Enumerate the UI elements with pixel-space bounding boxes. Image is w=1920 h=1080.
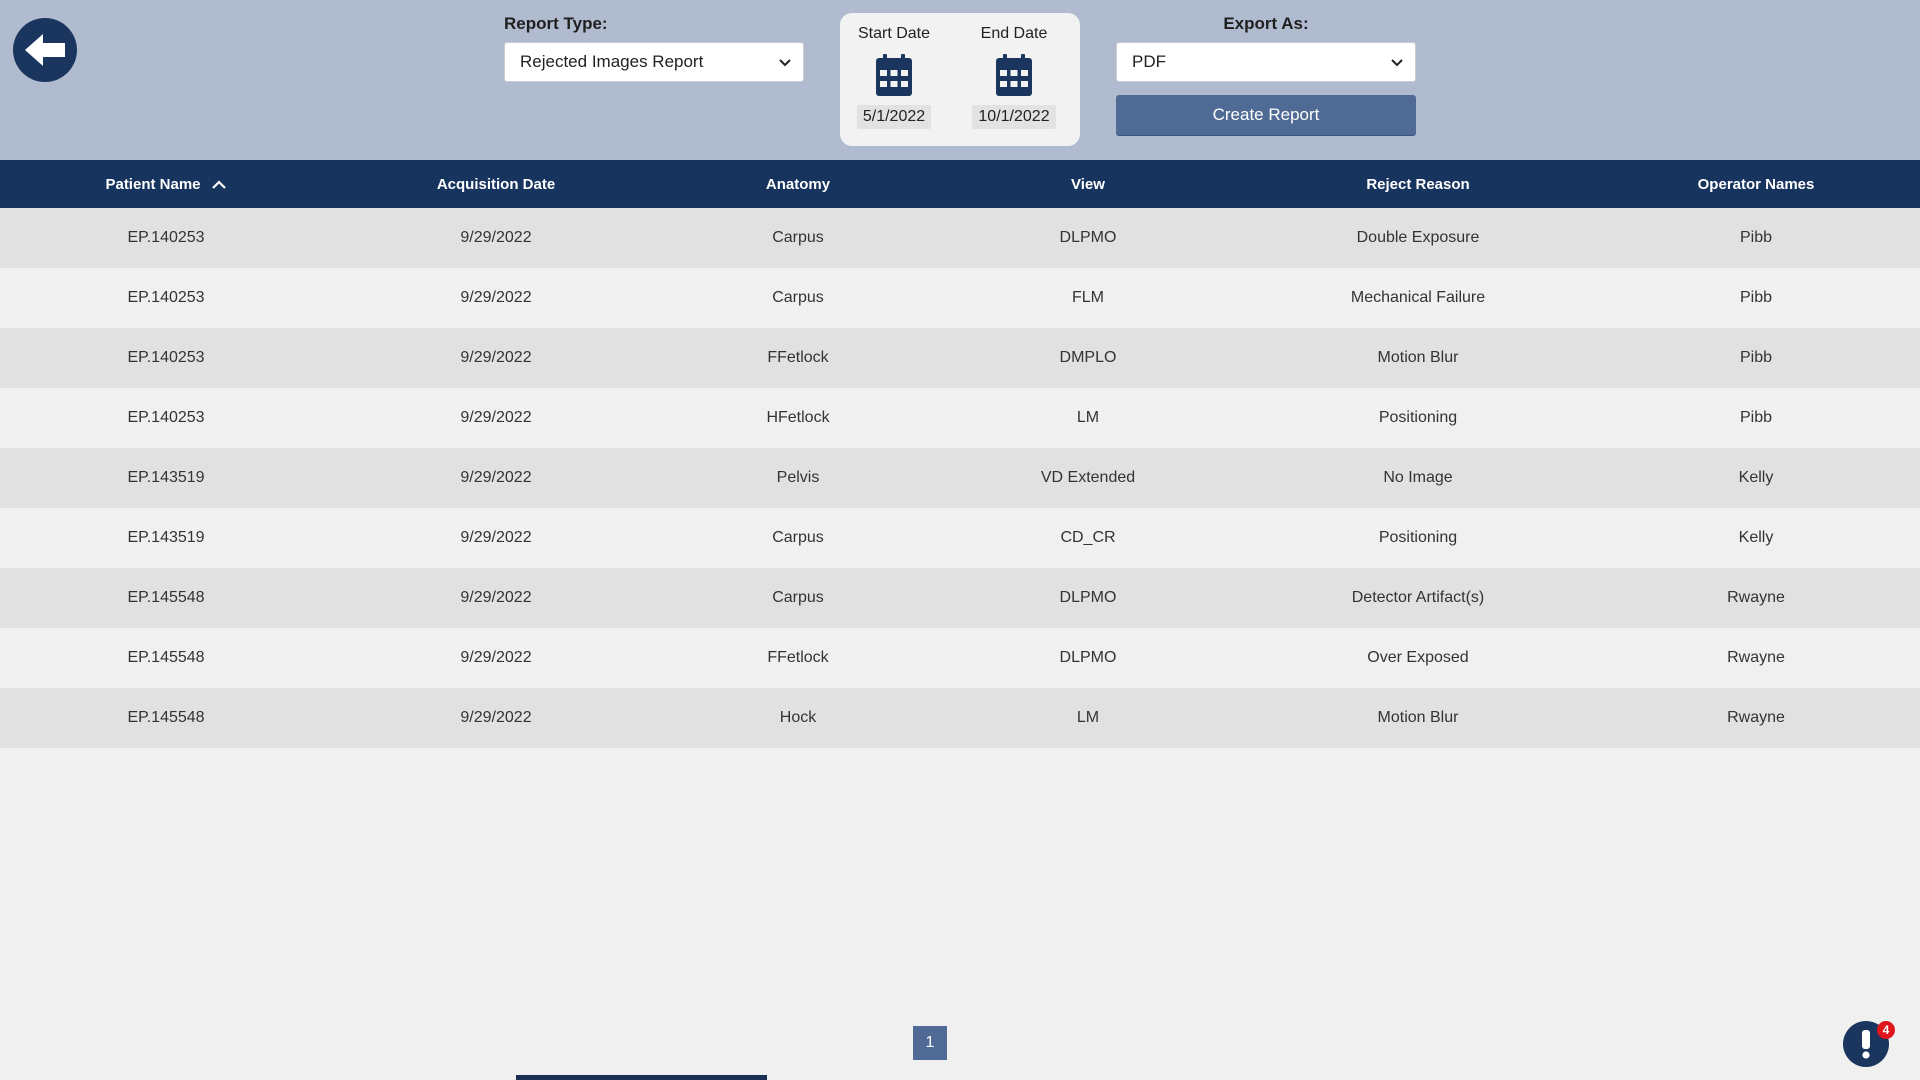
cell-patient-name: EP.145548 <box>127 589 205 606</box>
end-date-value[interactable]: 10/1/2022 <box>972 105 1055 129</box>
table-row[interactable] <box>0 568 1920 628</box>
cell-reject-reason: Motion Blur <box>1377 349 1459 366</box>
export-format-value: PDF <box>1132 52 1166 71</box>
table-row[interactable] <box>0 328 1920 388</box>
end-date-label: End Date <box>980 25 1048 42</box>
calendar-icon[interactable] <box>874 53 914 97</box>
cell-acquisition-date: 9/29/2022 <box>460 649 532 666</box>
chevron-down-icon <box>1389 54 1405 70</box>
horizontal-scrollbar[interactable] <box>516 1075 767 1080</box>
export-format-select[interactable] <box>1116 42 1416 82</box>
date-range-panel <box>840 13 1080 146</box>
cell-acquisition-date: 9/29/2022 <box>460 349 532 366</box>
cell-anatomy: Carpus <box>772 229 824 246</box>
cell-reject-reason: Over Exposed <box>1367 649 1469 666</box>
cell-patient-name: EP.143519 <box>127 529 205 546</box>
column-header-label: Patient Name <box>105 175 201 193</box>
cell-acquisition-date: 9/29/2022 <box>460 289 532 306</box>
cell-operator-name: Pibb <box>1739 349 1773 366</box>
cell-acquisition-date: 9/29/2022 <box>460 529 532 546</box>
cell-anatomy: Pelvis <box>776 469 820 486</box>
cell-operator-name: Pibb <box>1739 289 1773 306</box>
cell-reject-reason: Detector Artifact(s) <box>1351 589 1485 606</box>
table-body <box>0 208 1920 748</box>
column-header-reject-reason[interactable] <box>1268 160 1568 208</box>
cell-view: DMPLO <box>1059 349 1117 366</box>
cell-anatomy: Carpus <box>772 529 824 546</box>
cell-reject-reason: Double Exposure <box>1356 229 1480 246</box>
cell-operator-name: Rwayne <box>1727 709 1785 726</box>
arrow-left-icon <box>21 30 69 70</box>
cell-reject-reason: Mechanical Failure <box>1350 289 1486 306</box>
create-report-button[interactable]: Create Report <box>1116 95 1416 136</box>
cell-patient-name: EP.143519 <box>127 469 205 486</box>
column-header-patient-name[interactable] <box>66 160 266 208</box>
chevron-up-icon <box>211 178 227 190</box>
table-header <box>0 160 1920 208</box>
cell-operator-name: Rwayne <box>1727 649 1785 666</box>
cell-view: CD_CR <box>1060 529 1116 546</box>
cell-anatomy: HFetlock <box>766 409 830 426</box>
cell-anatomy: Carpus <box>772 289 824 306</box>
start-date-value[interactable]: 5/1/2022 <box>857 105 931 129</box>
report-header <box>0 0 1920 160</box>
cell-reject-reason: No Image <box>1383 469 1453 486</box>
start-date-label: Start Date <box>857 25 931 42</box>
cell-acquisition-date: 9/29/2022 <box>460 469 532 486</box>
cell-acquisition-date: 9/29/2022 <box>460 589 532 606</box>
cell-view: FLM <box>1072 289 1104 306</box>
table-row[interactable] <box>0 388 1920 448</box>
table-row[interactable] <box>0 448 1920 508</box>
table-row[interactable] <box>0 268 1920 328</box>
report-type-value: Rejected Images Report <box>520 52 704 71</box>
pagination-page-button[interactable]: 1 <box>913 1026 947 1060</box>
column-header-anatomy[interactable] <box>698 160 898 208</box>
calendar-icon[interactable] <box>994 53 1034 97</box>
end-date-group <box>964 13 1064 146</box>
column-header-label: View <box>1071 175 1105 193</box>
column-header-label: Operator Names <box>1697 175 1815 193</box>
cell-view: DLPMO <box>1059 589 1117 606</box>
cell-reject-reason: Positioning <box>1378 529 1458 546</box>
cell-operator-name: Kelly <box>1738 529 1774 546</box>
cell-patient-name: EP.140253 <box>127 289 205 306</box>
back-button[interactable] <box>13 18 77 82</box>
table-row[interactable] <box>0 688 1920 748</box>
table-row[interactable] <box>0 628 1920 688</box>
exclamation-icon <box>1859 1029 1873 1059</box>
table-row[interactable] <box>0 508 1920 568</box>
cell-acquisition-date: 9/29/2022 <box>460 229 532 246</box>
cell-operator-name: Pibb <box>1739 409 1773 426</box>
cell-patient-name: EP.140253 <box>127 229 205 246</box>
column-header-operator-names[interactable] <box>1656 160 1856 208</box>
cell-acquisition-date: 9/29/2022 <box>460 409 532 426</box>
cell-reject-reason: Motion Blur <box>1377 709 1459 726</box>
report-type-select[interactable] <box>504 42 804 82</box>
cell-view: LM <box>1076 709 1100 726</box>
cell-anatomy: Hock <box>779 709 817 726</box>
report-type-label: Report Type: <box>504 14 608 33</box>
cell-anatomy: FFetlock <box>767 649 829 666</box>
cell-view: VD Extended <box>1040 469 1136 486</box>
cell-patient-name: EP.140253 <box>127 349 205 366</box>
cell-acquisition-date: 9/29/2022 <box>460 709 532 726</box>
cell-operator-name: Rwayne <box>1727 589 1785 606</box>
cell-patient-name: EP.140253 <box>127 409 205 426</box>
column-header-view[interactable] <box>988 160 1188 208</box>
column-header-acquisition-date[interactable] <box>396 160 596 208</box>
cell-reject-reason: Positioning <box>1378 409 1458 426</box>
export-as-label: Export As: <box>1223 14 1309 33</box>
notification-count-badge: 4 <box>1877 1021 1895 1039</box>
cell-view: DLPMO <box>1059 229 1117 246</box>
cell-operator-name: Kelly <box>1738 469 1774 486</box>
column-header-label: Acquisition Date <box>436 175 556 193</box>
chevron-down-icon <box>777 54 793 70</box>
cell-anatomy: Carpus <box>772 589 824 606</box>
cell-operator-name: Pibb <box>1739 229 1773 246</box>
column-header-label: Anatomy <box>765 175 831 193</box>
cell-anatomy: FFetlock <box>767 349 829 366</box>
cell-view: LM <box>1076 409 1100 426</box>
table-row[interactable] <box>0 208 1920 268</box>
start-date-group <box>844 13 944 146</box>
cell-patient-name: EP.145548 <box>127 649 205 666</box>
cell-patient-name: EP.145548 <box>127 709 205 726</box>
column-header-label: Reject Reason <box>1366 175 1470 193</box>
cell-view: DLPMO <box>1059 649 1117 666</box>
